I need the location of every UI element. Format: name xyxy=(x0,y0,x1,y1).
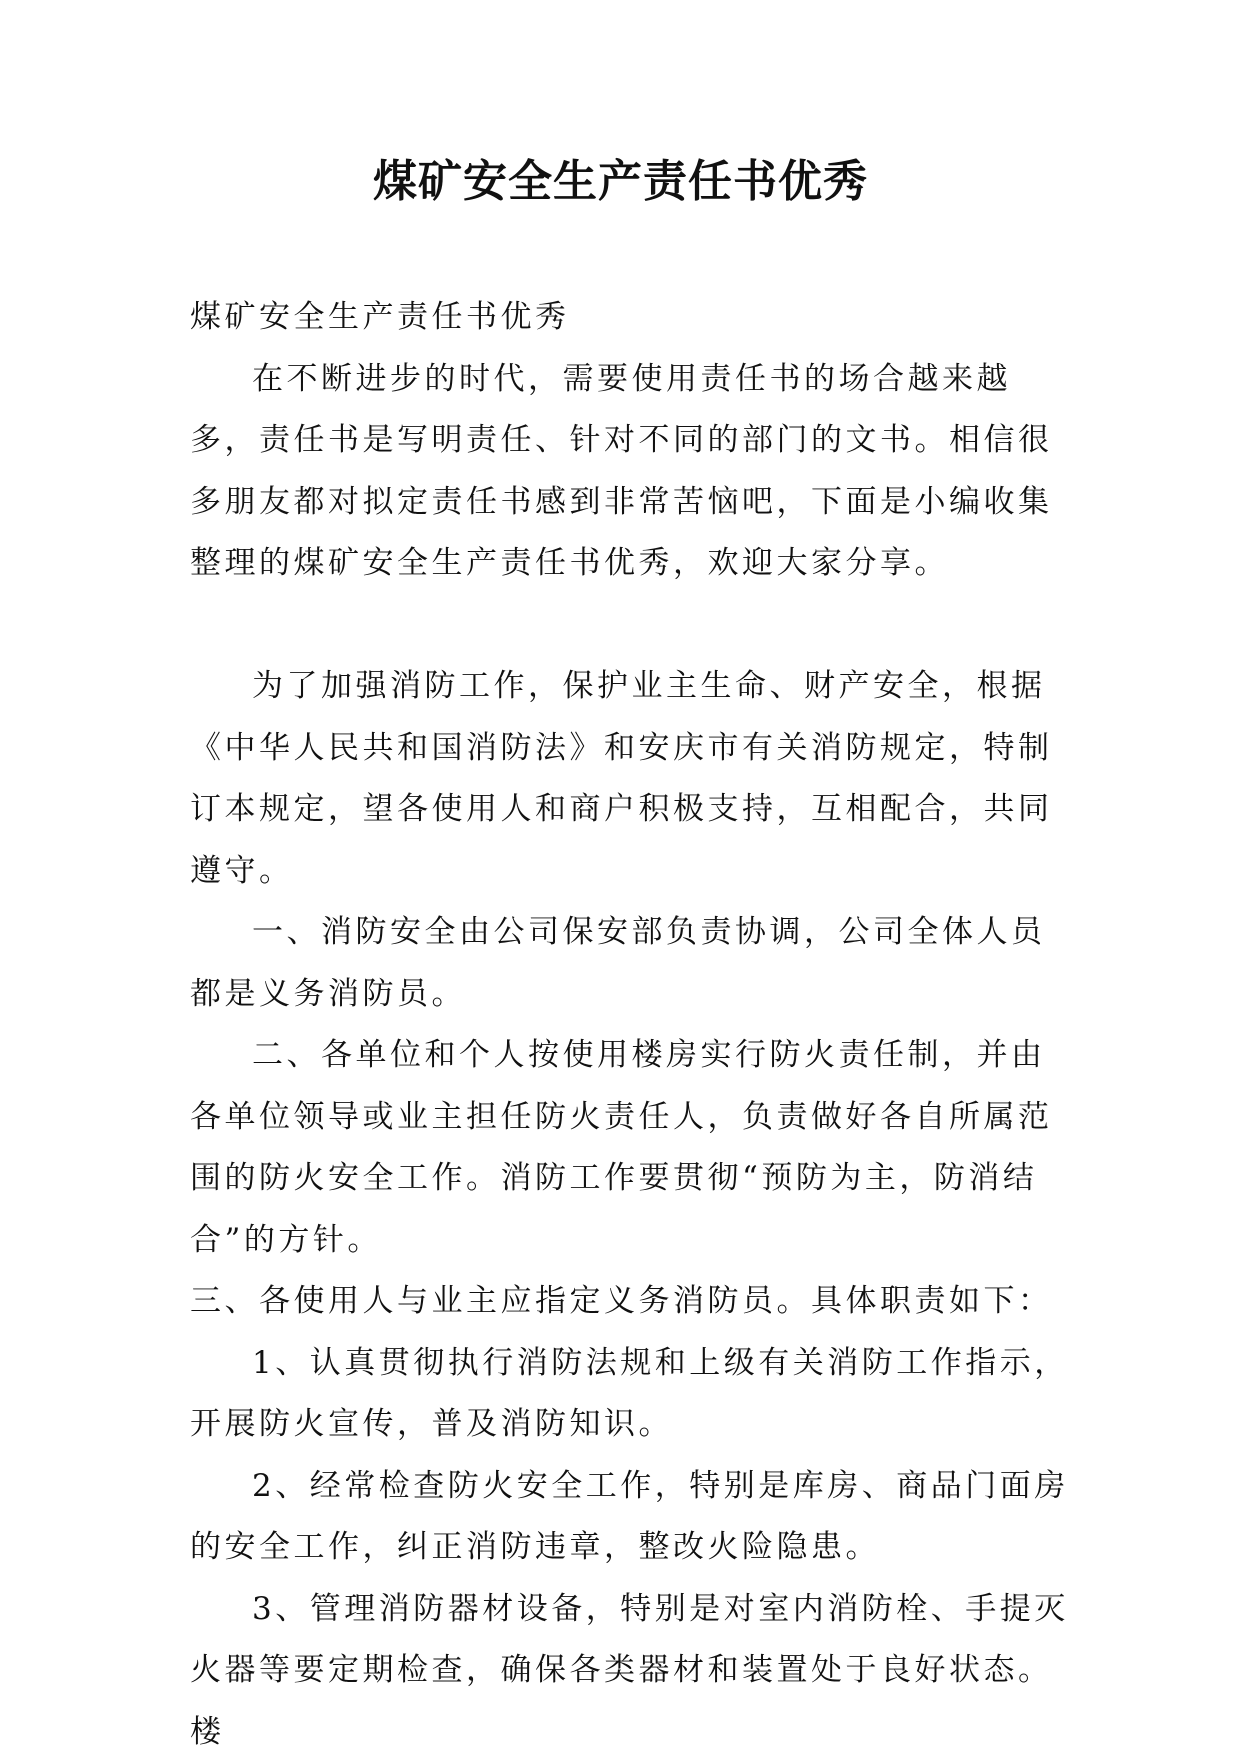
intro-paragraph: 在不断进步的时代，需要使用责任书的场合越来越多，责任书是写明责任、针对不同的部门的文书。相信很多朋友都对拟定责任书感到非常苦恼吧，下面是小编收集整理的煤矿安全生产责任书优秀，欢迎大家分享。 xyxy=(190,349,1070,595)
document-title: 煤矿安全生产责任书优秀 xyxy=(0,152,1241,212)
blank-line xyxy=(190,595,1070,657)
clause-2-paragraph: 二、各单位和个人按使用楼房实行防火责任制，并由各单位领导或业主担任防火责任人，负责做好各自所属范围的防火安全工作。消防工作要贯彻“预防为主，防消结合”的方针。 xyxy=(190,1025,1070,1271)
document-body xyxy=(190,287,1070,1763)
preamble-paragraph: 为了加强消防工作，保护业主生命、财产安全，根据《中华人民共和国消防法》和安庆市有关消防规定，特制订本规定，望各使用人和商户积极支持，互相配合，共同遵守。 xyxy=(190,656,1070,902)
clause-3-paragraph: 三、各使用人与业主应指定义务消防员。具体职责如下： xyxy=(190,1271,1070,1333)
duty-3-paragraph: 3、管理消防器材设备，特别是对室内消防栓、手提灭火器等要定期检查，确保各类器材和装置处于良好状态。楼 xyxy=(190,1579,1070,1763)
duty-1-paragraph: 1、认真贯彻执行消防法规和上级有关消防工作指示，开展防火宣传，普及消防知识。 xyxy=(190,1333,1070,1456)
duty-2-paragraph: 2、经常检查防火安全工作，特别是库房、商品门面房的安全工作，纠正消防违章，整改火险隐患。 xyxy=(190,1456,1070,1579)
clause-1-paragraph: 一、消防安全由公司保安部负责协调，公司全体人员都是义务消防员。 xyxy=(190,902,1070,1025)
subtitle-line: 煤矿安全生产责任书优秀 xyxy=(190,287,1070,349)
